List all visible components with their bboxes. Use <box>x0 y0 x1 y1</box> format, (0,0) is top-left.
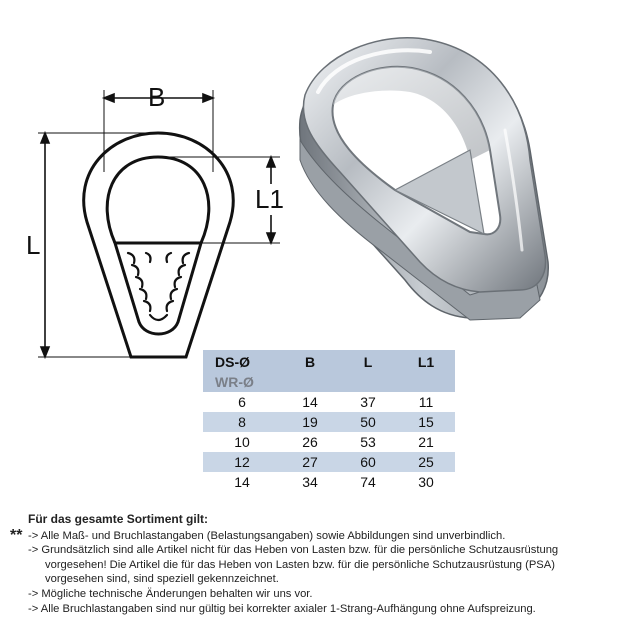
dim-label-b: B <box>148 82 166 112</box>
cell: 30 <box>397 472 455 492</box>
header-wr: WR-Ø <box>203 372 281 392</box>
table-row <box>203 452 455 472</box>
cell: 60 <box>339 452 397 472</box>
header-b: B <box>281 350 339 372</box>
cell: 19 <box>281 412 339 432</box>
header-l: L <box>339 350 397 372</box>
header-l1: L1 <box>397 350 455 372</box>
cell: 50 <box>339 412 397 432</box>
notes-heading: Für das gesamte Sortiment gilt: <box>28 512 209 526</box>
dim-label-l: L <box>26 230 41 260</box>
cell: 12 <box>203 452 281 472</box>
cell: 53 <box>339 432 397 452</box>
cell: 10 <box>203 432 281 452</box>
cell: 37 <box>339 392 397 412</box>
cell: 14 <box>203 472 281 492</box>
cell: 14 <box>281 392 339 412</box>
cell: 34 <box>281 472 339 492</box>
cell: 21 <box>397 432 455 452</box>
cell: 27 <box>281 452 339 472</box>
cell: 74 <box>339 472 397 492</box>
table-row <box>203 432 455 452</box>
note-line: -> Alle Maß- und Bruchlastangaben (Belastungsangaben) sowie Abbildungen sind unverbindlich. <box>28 529 506 542</box>
dim-label-l1: L1 <box>255 184 284 214</box>
table-row <box>203 392 455 412</box>
cell: 15 <box>397 412 455 432</box>
cell: 8 <box>203 412 281 432</box>
cell: 6 <box>203 392 281 412</box>
note-line: -> Mögliche technische Änderungen behalten wir uns vor. <box>28 587 313 600</box>
note-line: -> Alle Bruchlastangaben sind nur gültig bei korrekter axialer 1-Strang-Aufhängung ohne Aufspreizung. <box>28 602 536 615</box>
table-header-row <box>203 350 455 372</box>
note-line: vorgesehen! Die Artikel die für das Heben von Lasten bzw. für die persönliche Schutzausrüstung (PSA) <box>45 558 555 571</box>
header-ds: DS-Ø <box>203 350 281 372</box>
cell: 11 <box>397 392 455 412</box>
table-row <box>203 472 455 492</box>
spec-table <box>203 350 455 492</box>
note-line: vorgesehen sind, sind speziell gekennzeichnet. <box>45 573 279 586</box>
notes-marker: ** <box>10 527 23 544</box>
table-subheader-row <box>203 372 455 392</box>
notes-section <box>10 512 628 616</box>
note-line: -> Grundsätzlich sind alle Artikel nicht für das Heben von Lasten bzw. für die persönliche Schutzausrüstung <box>28 544 559 557</box>
cell: 25 <box>397 452 455 472</box>
cell: 26 <box>281 432 339 452</box>
table-row <box>203 412 455 432</box>
